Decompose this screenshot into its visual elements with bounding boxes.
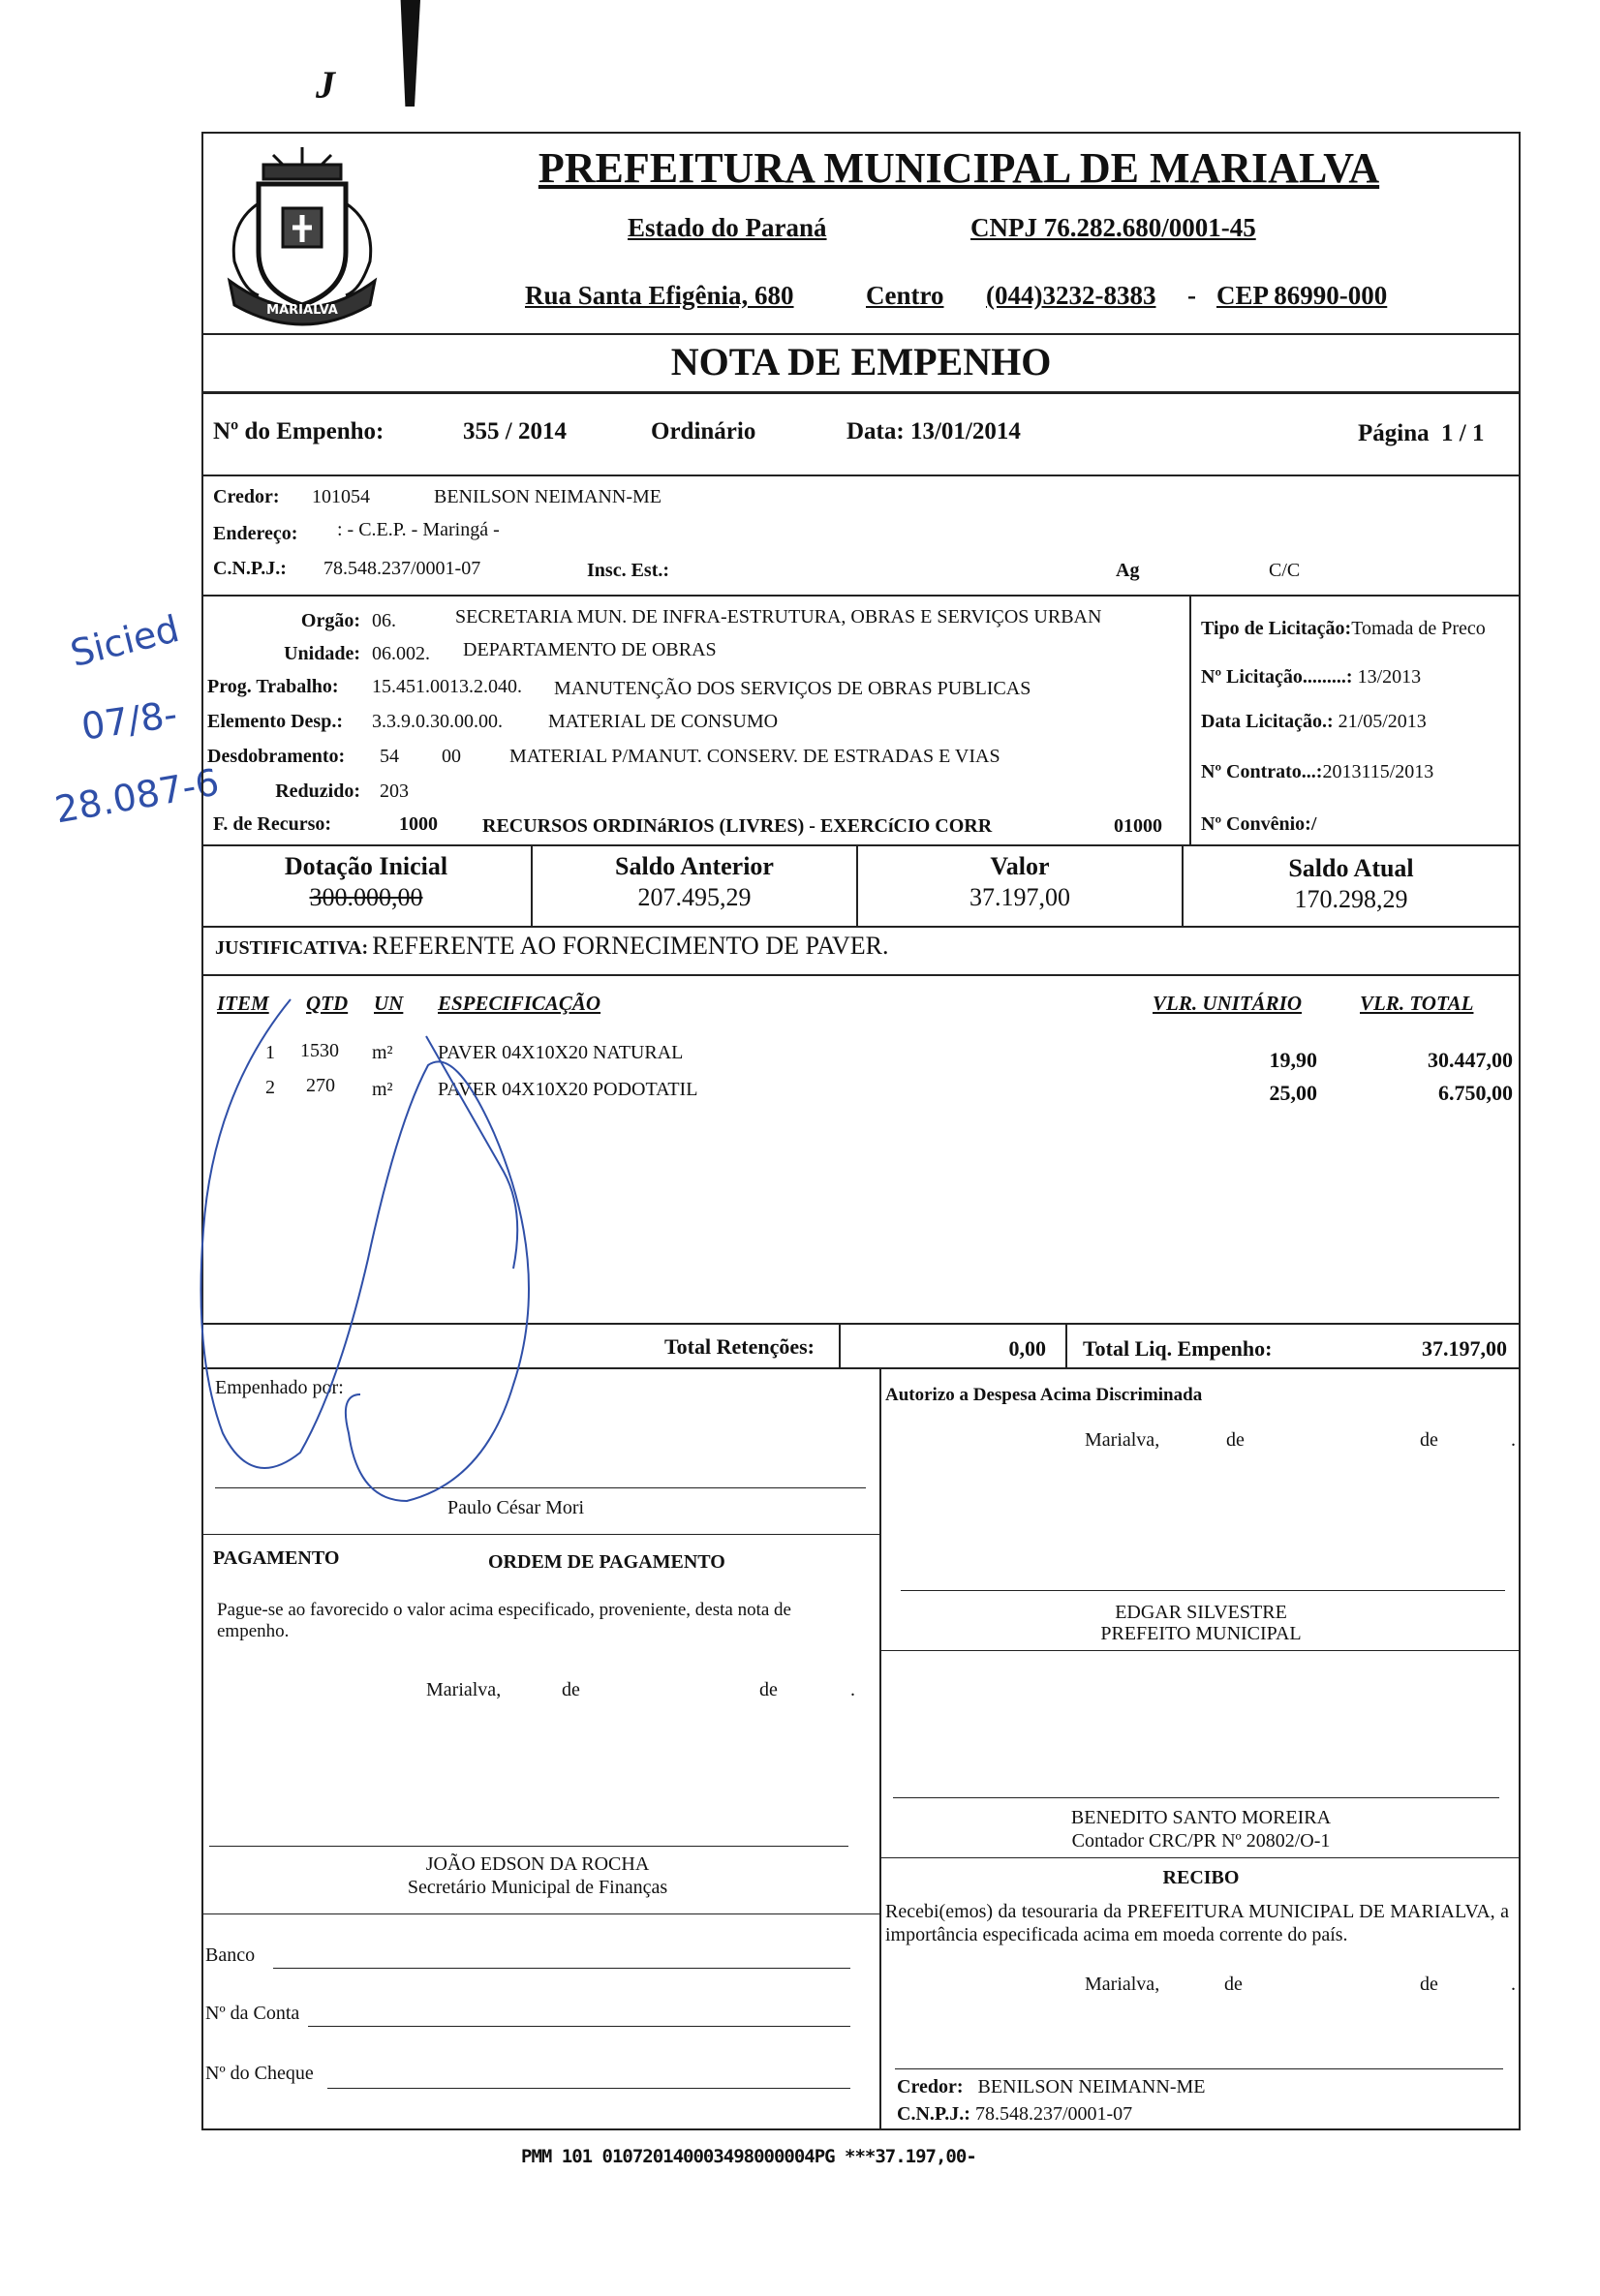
empenho-number: 355 / 2014 [463, 418, 567, 444]
cc-label: C/C [1269, 560, 1301, 581]
address-value: : - C.E.P. - Maringá - [337, 519, 500, 540]
item-total: 6.750,00 [1438, 1081, 1513, 1105]
pagamento-de1: de [562, 1679, 580, 1700]
autorizo-dot: . [1511, 1429, 1516, 1451]
contrato [1201, 761, 1433, 783]
item-qtd: 270 [306, 1075, 335, 1096]
item-unit-price: 19,90 [1269, 1048, 1317, 1072]
numero-licitacao [1201, 666, 1421, 689]
orgao-code: 06. [372, 610, 396, 631]
justificativa [215, 932, 889, 961]
contrato-label: Nº Contrato...: [1201, 761, 1323, 782]
recurso-name: RECURSOS ORDINáRIOS (LIVRES) - EXERCíCIO CORR [482, 815, 993, 837]
recibo-cnpj-value: 78.548.237/0001-07 [974, 2103, 1133, 2125]
recibo-dot: . [1511, 1974, 1516, 1995]
convenio-label: Nº Convênio:/ [1201, 813, 1317, 835]
elemento-label: Elemento Desp.: [207, 711, 343, 732]
recurso-label: F. de Recurso: [213, 813, 332, 835]
prog-name: MANUTENÇÃO DOS SERVIÇOS DE OBRAS PUBLICAS [554, 678, 1031, 699]
item-number: 2 [265, 1077, 275, 1098]
header-district: Centro [866, 281, 944, 310]
page-number: 1 / 1 [1441, 420, 1485, 446]
pagamento-text: Pague-se ao favorecido o valor acima especificado, proveniente, desta nota de empenho. [217, 1600, 791, 1641]
autorizo-city: Marialva, [1085, 1429, 1160, 1451]
data-licitacao-value: 21/05/2013 [1338, 711, 1427, 732]
col-spec: ESPECIFICAÇÃO [438, 992, 601, 1015]
conta-label: Nº da Conta [205, 2003, 300, 2024]
empenhado-signer: Paulo César Mori [447, 1497, 585, 1518]
pagamento-role: Secretário Municipal de Finanças [407, 1877, 668, 1898]
header-phone: (044)3232-8383 [986, 281, 1156, 310]
creditor-cnpj-label: C.N.P.J.: [213, 558, 287, 579]
justificativa-label: JUSTIFICATIVA: [215, 937, 369, 959]
state-name: Estado do Paraná [628, 213, 827, 242]
recibo-de2: de [1420, 1974, 1438, 1995]
empenhado-label: Empenhado por: [215, 1377, 344, 1398]
col-item: ITEM [217, 992, 269, 1015]
prog-label: Prog. Trabalho: [207, 676, 339, 697]
signature-scribble [184, 978, 591, 1520]
recibo-credor-label: Credor: [897, 2076, 964, 2097]
saldo-anterior-label: Saldo Anterior [615, 852, 774, 880]
handwritten-note-2: 07/8- [78, 692, 180, 749]
liq-empenho-label: Total Liq. Empenho: [1083, 1336, 1273, 1361]
corner-mark: J [316, 63, 335, 107]
item-total: 30.447,00 [1428, 1048, 1513, 1072]
tipo-licitacao [1201, 618, 1486, 640]
page-title: PREFEITURA MUNICIPAL DE MARIALVA [538, 144, 1380, 192]
reduzido-label: Reduzido: [275, 781, 360, 802]
col-qtd: QTD [306, 992, 349, 1015]
orgao-name: SECRETARIA MUN. DE INFRA-ESTRUTURA, OBRAS E SERVIÇOS URBAN [455, 606, 1102, 628]
recurso-code2: 01000 [1114, 815, 1162, 837]
item-un: m² [372, 1042, 393, 1063]
recibo-cnpj [897, 2103, 1132, 2126]
pagamento-label: PAGAMENTO [213, 1547, 340, 1569]
item-number: 1 [265, 1042, 275, 1063]
handwritten-note-3: 28.087-6 [51, 760, 223, 832]
orgao-label: Orgão: [300, 610, 360, 631]
prog-code: 15.451.0013.2.040. [372, 676, 522, 697]
cheque-label: Nº do Cheque [205, 2063, 314, 2084]
header-cep: CEP 86990-000 [1216, 281, 1388, 310]
crest-banner-text: MARIALVA [266, 303, 338, 318]
justificativa-text: REFERENTE AO FORNECIMENTO DE PAVER. [372, 932, 889, 960]
autorizo-role: PREFEITO MUNICIPAL [1100, 1623, 1302, 1644]
valor-label: Valor [990, 852, 1050, 880]
contador-signer: BENEDITO SANTO MOREIRA [1070, 1807, 1332, 1828]
data-licitacao-label: Data Licitação.: [1201, 711, 1334, 732]
dotacao-value: 300.000,00 [309, 883, 423, 911]
recibo-label: RECIBO [1162, 1867, 1240, 1888]
top-vertical-mark [397, 0, 420, 107]
desdobramento-code1: 54 [380, 746, 399, 767]
pagamento-city: Marialva, [426, 1679, 502, 1700]
item-un: m² [372, 1079, 393, 1100]
elemento-code: 3.3.9.0.30.00.00. [372, 711, 503, 732]
ordem-pagamento-label: ORDEM DE PAGAMENTO [488, 1551, 725, 1573]
saldo-anterior-value: 207.495,29 [637, 883, 752, 911]
desdobramento-label: Desdobramento: [207, 746, 346, 767]
header-separator: - [1187, 281, 1196, 310]
desdobramento-code2: 00 [442, 746, 461, 767]
autorizo-label: Autorizo a Despesa Acima Discriminada [885, 1385, 1203, 1405]
col-un: UN [374, 992, 404, 1015]
unidade-label: Unidade: [284, 643, 360, 664]
liq-empenho-value: 37.197,00 [1422, 1336, 1507, 1361]
col-unit-price: VLR. UNITÁRIO [1153, 992, 1303, 1015]
unidade-name: DEPARTAMENTO DE OBRAS [463, 639, 717, 660]
retencoes-value: 0,00 [1008, 1336, 1046, 1361]
item-unit-price: 25,00 [1269, 1081, 1317, 1105]
reduzido-value: 203 [380, 781, 409, 802]
autorizo-signer: EDGAR SILVESTRE [1115, 1602, 1287, 1623]
col-total: VLR. TOTAL [1360, 992, 1474, 1015]
creditor-label: Credor: [213, 486, 280, 507]
recibo-de1: de [1224, 1974, 1243, 1995]
municipal-crest-icon [205, 136, 399, 337]
footer-code: PMM 101 010720140003498000004PG ***37.197,00- [521, 2146, 976, 2167]
saldo-atual-value: 170.298,29 [1294, 885, 1408, 913]
creditor-name: BENILSON NEIMANN-ME [434, 486, 662, 507]
recibo-city: Marialva, [1085, 1974, 1160, 1995]
header-cnpj: CNPJ 76.282.680/0001-45 [970, 213, 1256, 242]
dotacao-label: Dotação Inicial [284, 852, 448, 880]
pagamento-signer: JOÃO EDSON DA ROCHA [425, 1853, 650, 1875]
item-qtd: 1530 [300, 1040, 339, 1061]
saldo-atual-label: Saldo Atual [1288, 854, 1414, 882]
insc-est-label: Insc. Est.: [587, 560, 670, 581]
empenho-number-label: Nº do Empenho: [213, 418, 385, 444]
pagamento-de2: de [759, 1679, 778, 1700]
banco-label: Banco [205, 1944, 256, 1966]
unidade-code: 06.002. [372, 643, 430, 664]
empenho-type: Ordinário [651, 418, 756, 444]
retencoes-label: Total Retenções: [664, 1334, 815, 1359]
autorizo-de1: de [1226, 1429, 1245, 1451]
empenho-date: Data: 13/01/2014 [846, 418, 1021, 444]
item-spec: PAVER 04X10X20 PODOTATIL [438, 1079, 698, 1100]
page-label: Página [1358, 420, 1430, 446]
ag-label: Ag [1116, 560, 1140, 581]
numero-licitacao-label: Nº Licitação.........: [1201, 666, 1353, 688]
recibo-cnpj-label: C.N.P.J.: [897, 2103, 970, 2125]
creditor-cnpj: 78.548.237/0001-07 [323, 558, 481, 579]
recurso-code: 1000 [399, 813, 438, 835]
valor-value: 37.197,00 [969, 883, 1070, 911]
handwritten-note-1: Sicied [66, 606, 184, 676]
document-title: NOTA DE EMPENHO [670, 340, 1052, 383]
recibo-text: Recebi(emos) da tesouraria da PREFEITURA MUNICIPAL DE MARIALVA, a importância especificada acima em moeda corrente do país. [885, 1901, 1509, 1945]
contador-role: Contador CRC/PR Nº 20802/O-1 [1071, 1830, 1331, 1852]
header-street: Rua Santa Efigênia, 680 [525, 281, 794, 310]
contrato-value: 2013115/2013 [1322, 761, 1434, 782]
desdobramento-name: MATERIAL P/MANUT. CONSERV. DE ESTRADAS E VIAS [509, 746, 1000, 767]
autorizo-de2: de [1420, 1429, 1438, 1451]
address-label: Endereço: [213, 523, 298, 544]
item-spec: PAVER 04X10X20 NATURAL [438, 1042, 684, 1063]
data-licitacao [1201, 711, 1427, 733]
creditor-code: 101054 [312, 486, 370, 507]
elemento-name: MATERIAL DE CONSUMO [548, 711, 779, 732]
tipo-licitacao-label: Tipo de Licitação: [1201, 618, 1352, 639]
pagamento-dot: . [850, 1679, 855, 1700]
recibo-credor [897, 2076, 1205, 2098]
tipo-licitacao-value: Tomada de Preco [1351, 618, 1486, 639]
numero-licitacao-value: 13/2013 [1357, 666, 1422, 688]
recibo-credor-name: BENILSON NEIMANN-ME [977, 2076, 1206, 2097]
